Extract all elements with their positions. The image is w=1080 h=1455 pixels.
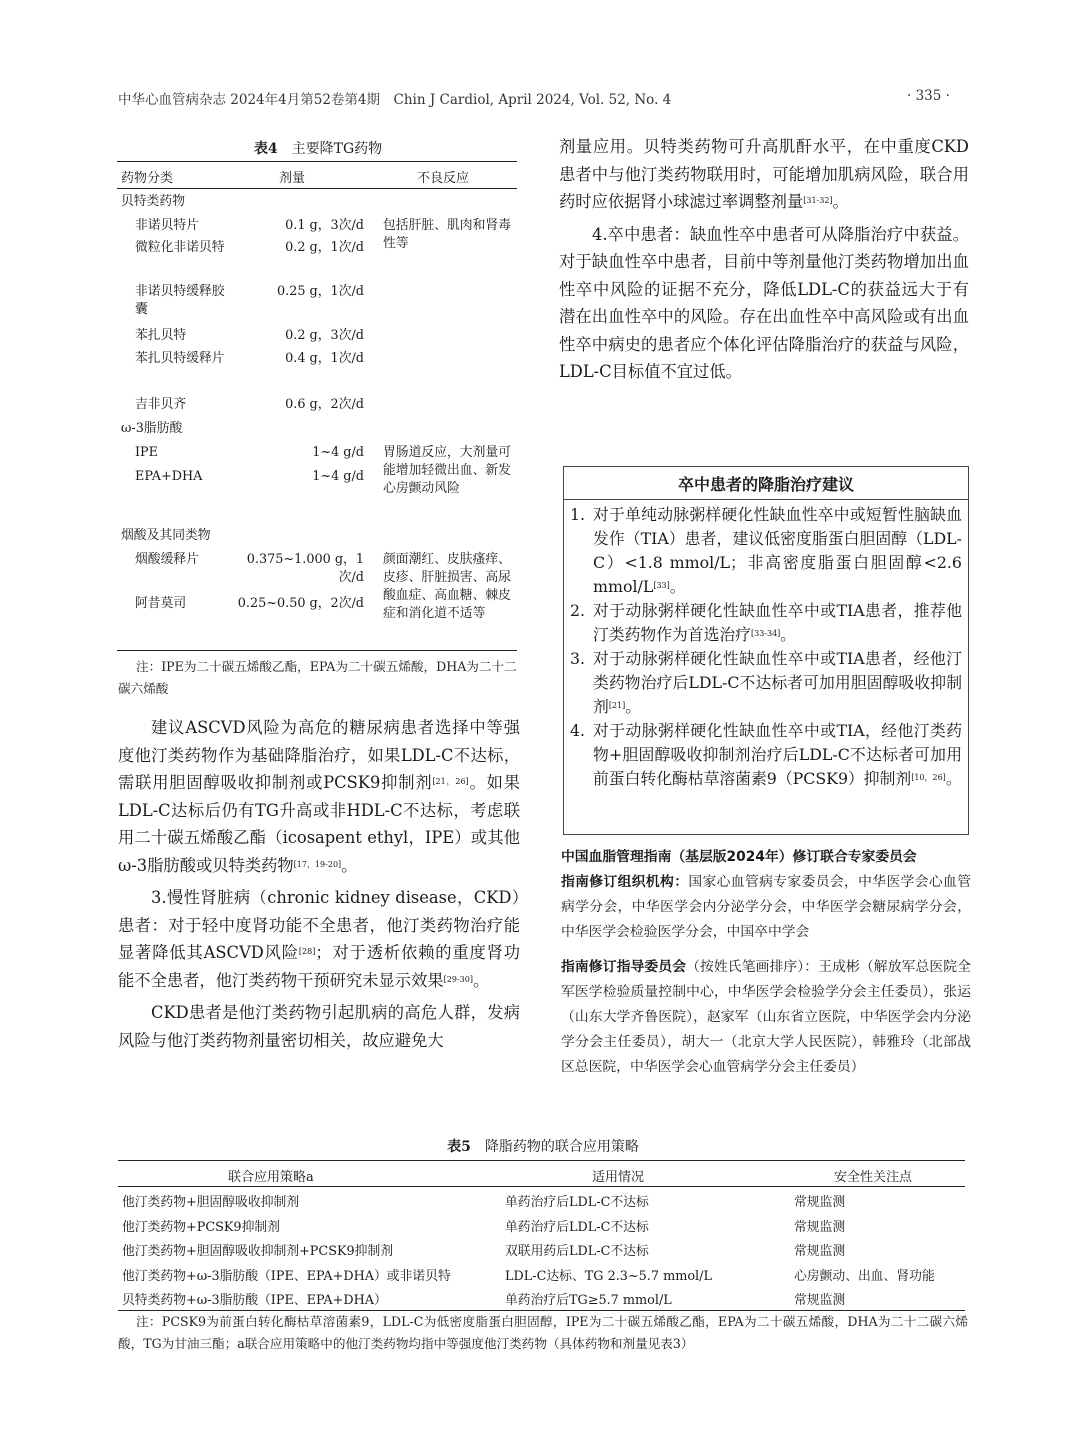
table-row: 他汀类药物+ω-3脂肪酸（IPE、EPA+DHA）或非诺贝特 LDL-C达标、TG 2.3~5.7 mmol/L 心房颤动、出血、肾功能 (122, 1268, 935, 1284)
recommendation-item: 1. 对于单纯动脉粥样硬化性缺血性卒中或短暂性脑缺血发作（TIA）患者，建议低密度脂蛋白胆固醇（LDL-C）<1.8 mmol/L；非高密度脂蛋白胆固醇<2.6 mmol/L[33]。 (570, 505, 962, 596)
committee-heading: 中国血脂管理指南（基层版2024年）修订联合专家委员会 (561, 849, 917, 865)
table4-title: 主要降TG药物 (291, 141, 383, 157)
table4-header-row (117, 162, 517, 189)
table4-note: 注：IPE为二十碳五烯酸乙酯，EPA为二十碳五烯酸，DHA为二十二碳六烯酸 (118, 659, 517, 696)
table5-label: 表5 (447, 1139, 471, 1155)
table-row: 他汀类药物+PCSK9抑制剂 单药治疗后LDL-C不达标 常规监测 (122, 1219, 846, 1235)
table4-label: 表4 (253, 141, 278, 157)
table5-col-indication: 适用情况 (592, 1170, 645, 1185)
paragraph-stroke: 4.卒中患者：缺血性卒中患者可从降脂治疗中获益。对于缺血性卒中患者，目前中等剂量他汀类药物增加出血性卒中风险的证据不充分，降低LDL-C的获益远大于有潜在出血性卒中的风险。存在出血性卒中高风险或有出血性卒中病史的患者应个体化评估降脂治疗的获益与风险，LDL-C目标值不宜过低。 (559, 224, 969, 381)
table4-group-omega3: ω-3脂肪酸 (121, 421, 183, 436)
table5-title: 降脂药物的联合应用策略 (484, 1139, 639, 1155)
table4-drug-dose: 0.1 g，3次/d (285, 218, 364, 233)
recommendation-box-title: 卒中患者的降脂治疗建议 (677, 475, 854, 494)
table5-header-row (118, 1161, 965, 1187)
table4-drug-dose: 1~4 g/d (312, 469, 364, 484)
table5-col-safety: 安全性关注点 (834, 1170, 913, 1185)
table4-drug-name: 非诺贝特片 (135, 218, 199, 233)
table4-col-dose: 剂量 (279, 171, 306, 186)
table4-drug-name: 吉非贝齐 (135, 397, 187, 412)
table-row: 他汀类药物+胆固醇吸收抑制剂 单药治疗后LDL-C不达标 常规监测 (122, 1195, 846, 1210)
left-body-text (118, 714, 520, 1054)
citation: [21] (608, 701, 626, 710)
table4-drug-name: 烟酸缓释片 (135, 552, 199, 567)
table4-drug-name: 微粒化非诺贝特 (135, 240, 225, 255)
committee-section (561, 845, 971, 1080)
citation: [29-30] (443, 974, 473, 984)
table4-col-drug: 药物分类 (121, 171, 174, 186)
table5-col-strategy: 联合应用策略a (228, 1170, 314, 1185)
citation: [31-32] (803, 196, 833, 205)
paragraph-ckd: 3.慢性肾脏病（chronic kidney disease，CKD）患者：对于轻中度肾功能不全患者，他汀类药物治疗能显著降低其ASCVD风险[28]；对于透析依赖的重度肾功能不全患者，他汀类药物干预研究未显示效果[29-30]。 (118, 888, 520, 990)
recommendation-item: 3. 对于动脉粥样硬化性缺血性卒中或TIA患者，经他汀类药物治疗后LDL-C不达标者可加用胆固醇吸收抑制剂[21]。 (570, 649, 962, 716)
running-header: 中华心血管病杂志 2024年4月第52卷第4期 Chin J Cardiol, April 2024, Vol. 52, No. 4 (118, 92, 672, 108)
right-body-text (559, 133, 969, 386)
table4-drug-dose: 1~4 g/d (312, 445, 364, 460)
recommendation-item: 4. 对于动脉粥样硬化性缺血性卒中或TIA，经他汀类药物+胆固醇吸收抑制剂治疗后LDL-C不达标者可加用前蛋白转化酶枯草溶菌素9（PCSK9）抑制剂[10，26]。 (570, 721, 962, 788)
table4-drug-dose: 0.2 g，1次/d (285, 240, 364, 255)
table4-group-niacin: 烟酸及其同类物 (121, 528, 211, 543)
page-number: · 335 · (907, 88, 950, 104)
committee-guidance: 指南修订指导委员会（按姓氏笔画排序）：王成彬（解放军总医院全军医学检验质量控制中心，中华医学会检验学分会主任委员），张运（山东大学齐鲁医院），赵家军（山东省立医院，中华医学会内分泌学分会主任委员），胡大一（北京大学人民医院），韩雅玲（北部战区总医院，中华医学会心血管病学分会主任委员） (561, 959, 972, 1075)
table4-drug-name: 苯扎贝特 (135, 328, 187, 343)
table4-drug-dose: 0.4 g，1次/d (285, 351, 364, 366)
table4-drug-name: IPE (135, 445, 159, 460)
paragraph-diabetes: 建议ASCVD风险为高危的糖尿病患者选择中等强度他汀类药物作为基础降脂治疗，如果LDL-C不达标，需联用胆固醇吸收抑制剂或PCSK9抑制剂[21，26]。如果LDL-C达标后仍有TG升高或非HDL-C不达标，考虑联用二十碳五烯酸乙酯（icosapent ethyl，IPE）或其他ω-3脂肪酸或贝特类药物[17，19-20]。 (118, 718, 520, 875)
citation: [10，26] (911, 773, 946, 782)
divider (564, 499, 968, 500)
table4-col-adverse: 不良反应 (417, 171, 470, 186)
paragraph-ckd-continued: 剂量应用。贝特类药物可升高肌酐水平，在中重度CKD患者中与他汀类药物联用时，可能增加肌病风险，联合用药时应依据肾小球滤过率调整剂量[31-32]。 (559, 137, 969, 211)
table4-adverse-omega3: 胃肠道反应，大剂量可能增加轻微出血、新发心房颤动风险 (383, 445, 511, 496)
table-row: 贝特类药物+ω-3脂肪酸（IPE、EPA+DHA） 单药治疗后TG≥5.7 mmol/L 常规监测 (122, 1293, 846, 1309)
table4-drug-name: 非诺贝特缓释胶囊 (135, 284, 225, 317)
table5-caption (118, 1136, 968, 1156)
table4-drug-name: 苯扎贝特缓释片 (135, 351, 225, 366)
recommendation-item: 2. 对于动脉粥样硬化性缺血性卒中或TIA患者，推荐他汀类药物作为首选治疗[33-34]。 (570, 601, 962, 644)
committee-organizations: 指南修订组织机构：国家心血管病专家委员会，中华医学会心血管病学分会，中华医学会内分泌学分会，中华医学会糖尿病学分会，中华医学会检验医学分会，中国卒中学会 (561, 874, 972, 940)
table4-drug-name: EPA+DHA (135, 469, 203, 484)
table4 (117, 161, 517, 651)
table4-drug-dose: 0.25 g，1次/d (277, 284, 364, 299)
table4-drug-dose: 0.6 g，2次/d (285, 397, 364, 412)
table4-drug-dose: 0.375~1.000 g，1次/d (246, 552, 364, 585)
table4-adverse-fibrates: 包括肝脏、肌肉和肾毒性等 (383, 218, 511, 251)
recommendation-box (563, 466, 969, 835)
table4-drug-dose: 0.2 g，3次/d (285, 328, 364, 343)
citation: [21，26] (432, 777, 469, 786)
table4-adverse-niacin: 颜面潮红、皮肤瘙痒、皮疹、肝脏损害、高尿酸血症、高血糖、棘皮症和消化道不适等 (383, 552, 511, 621)
table4-drug-name: 阿昔莫司 (135, 596, 187, 611)
citation: [33] (653, 581, 670, 590)
table5-note: 注：PCSK9为前蛋白转化酶枯草溶菌素9，LDL-C为低密度脂蛋白胆固醇，IPE为二十碳五烯酸乙酯，EPA为二十碳五烯酸，DHA为二十二碳六烯酸，TG为甘油三酯；a联合应用策略中的他汀类药物均指中等强度他汀类药物（具体药物和剂量见表3） (118, 1314, 968, 1351)
table5 (118, 1160, 965, 1311)
citation: [28] (298, 947, 316, 956)
table4-group-fibrates: 贝特类药物 (121, 194, 185, 209)
paragraph-ckd-myopathy: CKD患者是他汀类药物引起肌病的高危人群，发病风险与他汀类药物剂量密切相关，故应避免大 (118, 1003, 520, 1050)
table4-caption (118, 138, 518, 158)
citation: [33-34] (750, 629, 781, 638)
table4-drug-dose: 0.25~0.50 g，2次/d (237, 596, 364, 611)
table-row: 他汀类药物+胆固醇吸收抑制剂+PCSK9抑制剂 双联用药后LDL-C不达标 常规监测 (122, 1244, 846, 1260)
citation: [17，19-20] (293, 859, 342, 869)
recommendation-list (570, 503, 962, 791)
